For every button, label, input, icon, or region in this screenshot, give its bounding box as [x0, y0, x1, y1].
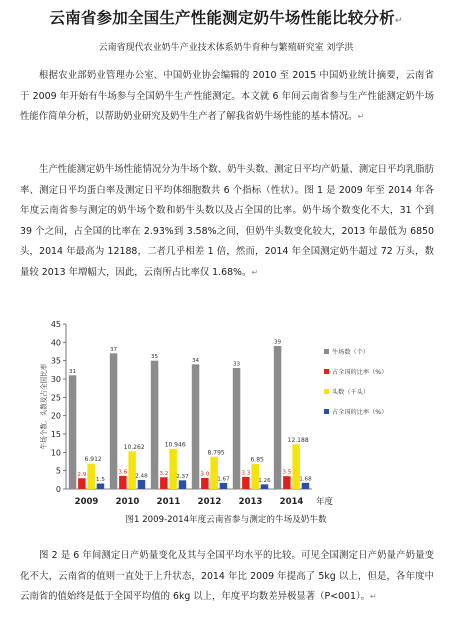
- data-label: 2.9: [77, 471, 87, 478]
- data-label: 3.6: [118, 469, 128, 476]
- paragraph-3: 图 2 是 6 年间测定日产奶量变化及其与全国平均水平的比较。可见全国测定日产奶量产奶量变化不大，云南省的值则一直处于上升状态，2014 年比 2009 年提高了 5kg 以上，但是，各年度中云南省的值始终是低于全国平均值的 6kg 以上，年度平均数差异极显著（P<001）。↵: [20, 550, 434, 602]
- x-axis-label: 年度: [316, 497, 334, 507]
- y-tick-label: 10: [50, 448, 61, 458]
- data-label: 1.26: [258, 477, 271, 484]
- bar: [302, 483, 310, 489]
- bar: [160, 477, 168, 489]
- data-label: 3.5: [282, 469, 292, 476]
- bar: [242, 477, 250, 489]
- document-title: 云南省参加全国生产性能测定奶牛场性能比较分析↵: [49, 9, 403, 27]
- data-label: 37: [109, 346, 118, 353]
- y-tick-label: 30: [50, 375, 61, 384]
- legend-swatch: [324, 349, 329, 354]
- data-label: 1.67: [217, 476, 230, 483]
- legend-label: 占全国的比率（%）: [332, 369, 388, 376]
- bar: [78, 478, 86, 489]
- legend-swatch: [324, 369, 329, 374]
- bar: [69, 375, 77, 489]
- paragraph-1: 根据农业部奶业管理办公室、中国奶业协会编辑的 2010 至 2015 中国奶业统计摘要，云南省于 2009 年开始有牛场参与全国奶牛生产性能测定。本文就 6 年间云南省参与生产性能测定奶牛场性能作简单分析，以帮助奶业研究及奶牛生产者了解我省奶牛场性能的基本情况。↵: [20, 70, 434, 122]
- figure-1-chart: [32, 314, 432, 514]
- bar: [87, 464, 95, 489]
- bar: [97, 484, 105, 490]
- bar: [128, 451, 136, 489]
- bar: [220, 483, 228, 489]
- x-tick-label: 2014: [279, 497, 304, 507]
- bar: [274, 346, 282, 489]
- bar: [151, 361, 159, 489]
- data-label: 31: [68, 368, 77, 375]
- bar: [138, 480, 146, 489]
- y-tick-label: 40: [50, 338, 61, 348]
- x-tick-label: 2012: [197, 497, 222, 507]
- data-label: 1.5: [95, 477, 105, 483]
- legend-label: 头数（千头）: [332, 389, 370, 396]
- data-label: 6.85: [250, 456, 264, 464]
- data-label: 35: [150, 354, 159, 361]
- y-tick-label: 0: [55, 485, 61, 494]
- data-label: 3.3: [241, 470, 251, 477]
- bar: [210, 457, 218, 489]
- data-label: 33: [232, 361, 241, 368]
- legend-label: 占全国的比率（%）: [332, 409, 388, 416]
- y-tick-label: 5: [55, 466, 61, 476]
- legend-label: 牛场数（个）: [332, 349, 370, 356]
- bar: [201, 478, 209, 489]
- data-label: 10.262: [123, 443, 145, 451]
- data-label: 2.37: [176, 473, 189, 480]
- data-label: 3.2: [159, 470, 169, 477]
- bar: [169, 449, 177, 489]
- y-tick-label: 35: [50, 356, 61, 366]
- bar: [283, 476, 291, 489]
- data-label: 1.68: [299, 476, 312, 483]
- y-tick-label: 45: [50, 320, 61, 329]
- data-label: 2.48: [135, 473, 148, 480]
- bar: [261, 484, 269, 489]
- bar: [233, 368, 241, 489]
- paragraph-2: 生产性能测定奶牛场性能情况分为牛场个数、奶牛头数、测定日平均产奶量、测定日平均乳脂肪率、测定日平均蛋白率及测定日平均体细胞数共 6 个指标（性状）。图 1 是 2009 年至 2014 年各年度云南省参与测定的奶牛场个数和奶牛头数以及占全国的比率。奶牛场个数变化不大，31 个到 39 个之间，占全国的比率在 2.93%到 3.58%之间，但奶牛头数变化较大，2013 年最低为 6850 头，2014 年最高为 12188，二者几乎相差 1 倍，然而，2014 年全国测定奶牛超过 72 万头，数量较 2013 年増幅大，因此，云南所占比率仅 1.68%。↵: [20, 164, 434, 278]
- y-tick-label: 15: [50, 430, 61, 439]
- x-tick-label: 2011: [156, 497, 181, 507]
- bar: [179, 480, 187, 489]
- data-label: 6.912: [84, 456, 102, 464]
- data-label: 34: [191, 357, 200, 364]
- x-tick-label: 2013: [238, 497, 263, 507]
- y-axis-label: 牛场个数、头数及占全国比率: [40, 363, 48, 450]
- bar: [192, 364, 200, 489]
- legend-swatch: [324, 409, 329, 414]
- data-label: 10.946: [164, 441, 186, 449]
- bar: [119, 476, 127, 489]
- y-tick-label: 25: [50, 393, 61, 403]
- data-label: 3.0: [200, 471, 210, 478]
- legend-swatch: [324, 389, 329, 394]
- data-label: 39: [273, 339, 282, 346]
- data-label: 12.188: [287, 436, 309, 444]
- data-label: 8.795: [207, 449, 225, 457]
- x-tick-label: 2009: [74, 497, 99, 507]
- bar: [110, 353, 118, 489]
- x-tick-label: 2010: [115, 497, 140, 507]
- bar: [251, 464, 259, 489]
- figure-caption: 图1 2009-2014年度云南省参与测定的牛场及奶牛数: [125, 515, 327, 525]
- author-line: 云南省现代农业奶牛产业技术体系奶牛育种与繁殖研究室 刘学洪: [98, 43, 354, 53]
- y-tick-label: 20: [50, 411, 61, 421]
